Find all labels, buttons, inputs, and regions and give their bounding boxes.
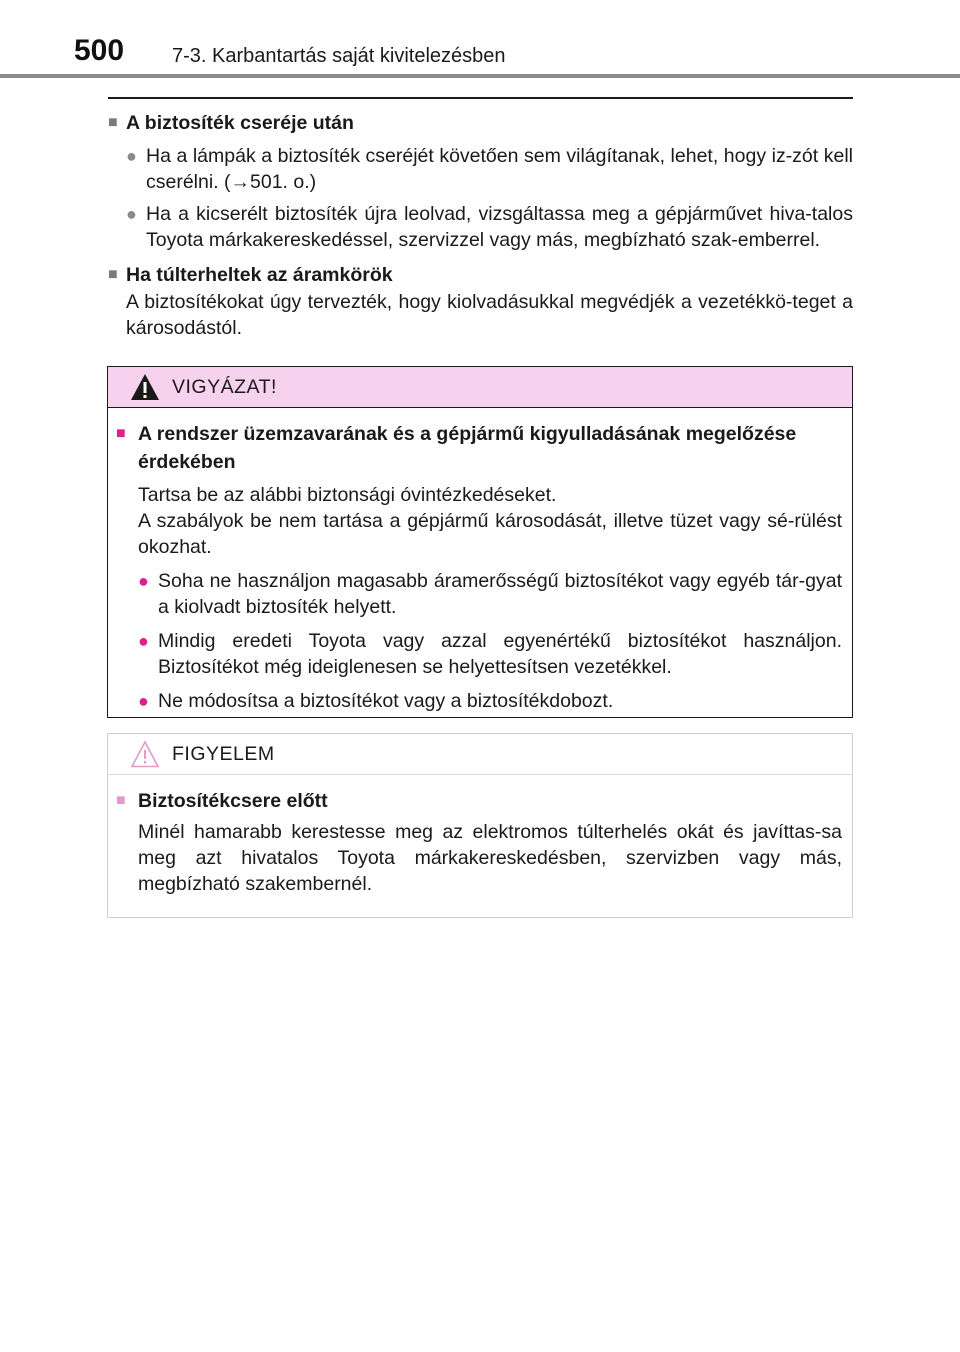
caution-heading: [116, 420, 842, 476]
list-item: [126, 201, 853, 253]
list-item: [138, 688, 842, 714]
heading-text: Biztosítékcsere előtt: [138, 790, 328, 812]
notice-label: FIGYELEM: [172, 742, 275, 765]
round-bullet-icon: ●: [138, 631, 149, 651]
page-number: 500: [74, 34, 125, 67]
caution-label: VIGYÁZAT!: [172, 375, 277, 398]
list-item-text: Ha a lámpák a biztosíték cseréjét követően sem világítanak, lehet, hogy iz-zót kell cserélni. (→501. o.): [146, 145, 853, 193]
heading-text: A biztosíték cseréje után: [126, 112, 354, 134]
warning-filled-icon: [130, 373, 160, 401]
list-item: [126, 143, 853, 195]
section-heading-overload: [108, 261, 853, 289]
caution-intro: Tartsa be az alábbi biztonsági óvintézkedéseket.: [138, 484, 557, 506]
heading-text: Ha túlterheltek az áramkörök: [126, 264, 393, 286]
square-bullet-icon: ■: [116, 792, 126, 809]
list-item: [138, 568, 842, 620]
notice-text: Minél hamarabb kerestesse meg az elektromos túlterhelés okát és javíttas-sa meg azt hivatalos Toyota márkakereskedésben, szervizben vagy más, megbízható szakembernél.: [138, 821, 842, 895]
list-item: [138, 628, 842, 680]
square-bullet-icon: ■: [108, 266, 118, 283]
square-bullet-icon: ■: [116, 425, 126, 442]
caution-body: [108, 408, 852, 714]
main-content: [108, 97, 853, 341]
notice-body: [108, 775, 852, 897]
list-item-text: Soha ne használjon magasabb áramerősségű biztosítékot vagy egyéb tár-gyat a kiolvadt biztosíték helyett.: [158, 570, 842, 618]
square-bullet-icon: ■: [108, 114, 118, 131]
round-bullet-icon: ●: [126, 146, 137, 166]
round-bullet-icon: ●: [138, 571, 149, 591]
round-bullet-icon: ●: [138, 691, 149, 711]
list-item-text: Ha a kicserélt biztosíték újra leolvad, vizsgáltassa meg a gépjárművet hiva-talos Toyota márkakereskedéssel, szervizzel vagy más, megbízható szak-emberrel.: [146, 203, 853, 251]
list-item-text: Mindig eredeti Toyota vagy azzal egyenértékű biztosítékot használjon. Biztosítékot még ideiglenesen se helyettesítsen vezetékkel.: [158, 630, 842, 678]
caution-intro-2: A szabályok be nem tartása a gépjármű károsodását, illetve tüzet vagy sé-rülést okozhat.: [138, 510, 842, 558]
notice-box: [107, 733, 853, 918]
heading-text: A rendszer üzemzavarának és a gépjármű kigyulladásának megelőzése érdekében: [138, 423, 797, 473]
section-heading-after-replacement: [108, 109, 853, 137]
section-title: 7-3. Karbantartás saját kivitelezésben: [172, 45, 506, 67]
paragraph: A biztosítékokat úgy tervezték, hogy kiolvadásukkal megvédjék a vezetékkö-teget a károsodástól.: [126, 291, 853, 339]
header-rule: [0, 74, 960, 78]
round-bullet-icon: ●: [126, 204, 137, 224]
warning-outline-icon: [130, 740, 160, 768]
top-divider: [108, 97, 853, 99]
caution-box: [107, 366, 853, 718]
list-item-text: Ne módosítsa a biztosítékot vagy a biztosítékdobozt.: [158, 690, 614, 712]
caution-header: [108, 367, 852, 408]
notice-header: [108, 734, 852, 775]
notice-heading: [116, 787, 842, 815]
